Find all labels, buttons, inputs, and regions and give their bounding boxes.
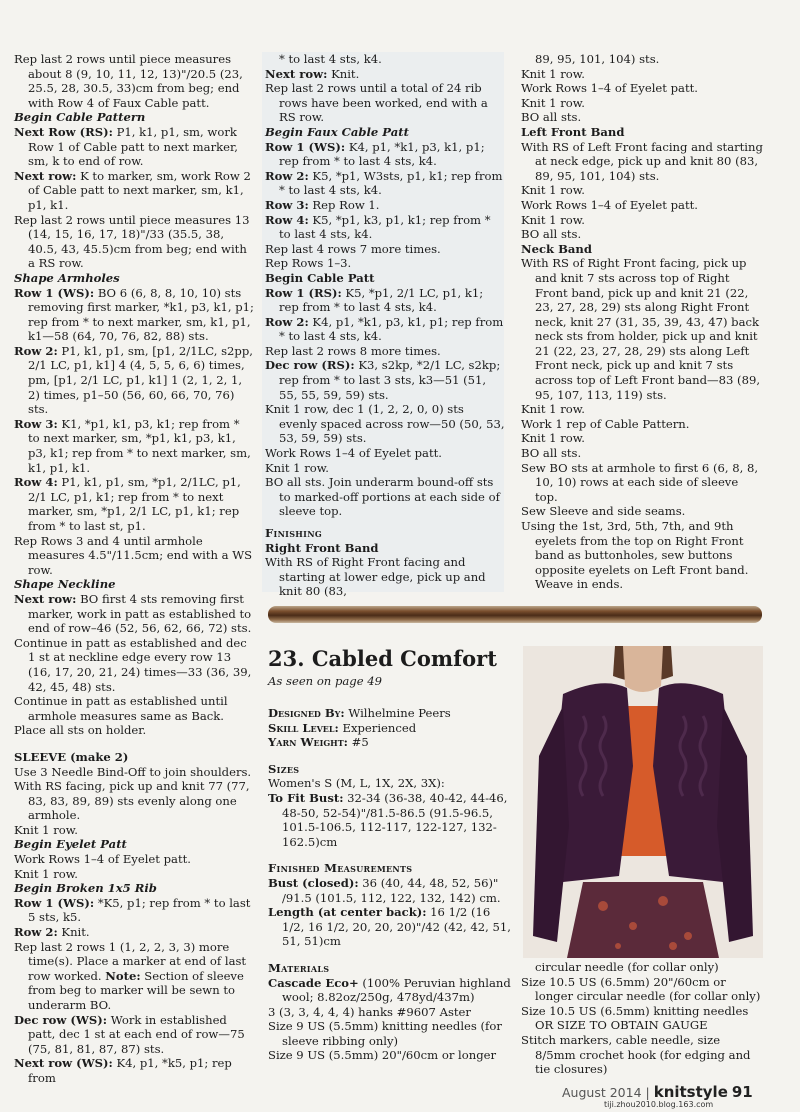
paragraph: With RS facing, pick up and knit 77 (77, 83, 83, 89, 89) sts evenly along one armhole. (14, 779, 250, 823)
row-text: K1, *p1, k1, p3, k1; rep from * to next marker, sm, *p1, k1, p3, k1, p3, k1; rep from * to next marker, sm, k1, p1, k1. (28, 416, 251, 475)
paragraph: Work Rows 1–4 of Eyelet patt. (14, 852, 191, 867)
paragraph: Knit 1 row. (521, 66, 585, 81)
magazine-brand: knitstyle (653, 1083, 728, 1101)
field-value: Experienced (338, 720, 417, 735)
field-value: 16 1/2 (16 1/2, 16 1/2, 20, 20, 20)"/42 (42, 42, 51, 51, 51)cm (282, 905, 511, 949)
paragraph: Knit 1 row. (14, 866, 78, 881)
instruction-row (265, 358, 505, 402)
instruction-row (14, 344, 254, 417)
paragraph: Knit 1 row. (521, 212, 585, 227)
row-text: Knit. (327, 66, 360, 81)
row-text: K to marker, sm, work Row 2 of Cable patt to next marker, sm, k1, p1, k1. (28, 168, 251, 212)
section-heading: Materials (268, 960, 330, 975)
section-heading: Begin Eyelet Patt (14, 837, 127, 852)
row-text: K4, p1, *k1, p3, k1, p1; rep from * to last 4 sts, k4. (279, 139, 485, 169)
field-value: 32-34 (36-38, 40-42, 44-46, 48-50, 52-54)"/81.5-86.5 (91.5-96.5, 101.5-106.5, 112-117, 122-127, 132-162.5)cm (282, 790, 508, 849)
paragraph: Sew BO sts at armhole to first 6 (6, 8, 8, 10, 10) rows at each side of sleeve top. (521, 460, 759, 504)
yarn-line (268, 976, 514, 1005)
paragraph: Work 1 rep of Cable Pattern. (521, 416, 690, 431)
paragraph: Work Rows 1–4 of Eyelet patt. (521, 197, 698, 212)
paragraph: Rep last 2 rows until piece measures about 8 (9, 10, 11, 12, 13)"/20.5 (23, 25.5, 28, 30.5, 33)cm from beg; end with Row 4 of Faux Cable patt. (14, 52, 243, 110)
cardigan-photo (523, 646, 763, 958)
pattern-title: 23. Cabled Comfort (268, 646, 497, 671)
row-text: BO 6 (6, 8, 8, 10, 10) sts removing first marker, *k1, p3, k1, p1; rep from * to next marker, sm, k1, p1, k1—58 (64, 70, 76, 82, 88) sts. (28, 285, 254, 344)
row-label: Dec row (WS): (14, 1012, 108, 1027)
field-value: #5 (347, 735, 369, 750)
row-label: Row 4: (14, 475, 58, 490)
row-label: Next row: (14, 168, 77, 183)
row-text: Rep Row 1. (308, 197, 380, 212)
instruction-row (265, 67, 505, 82)
column-1 (14, 52, 254, 1086)
watermark: tiji.zhou2010.blog.163.com (604, 1100, 714, 1109)
designer-line (268, 706, 514, 721)
field-label: Length (at center back): (268, 905, 427, 920)
paragraph: Rep last 2 rows until piece measures 13 (14, 15, 16, 17, 18)"/33 (35.5, 38, 40.5, 43, 45.5)cm from beg; end with a RS row. (14, 212, 250, 271)
weight-line (268, 735, 514, 750)
row-label: Next row: (265, 66, 328, 81)
row-label: Row 3: (265, 197, 309, 212)
paragraph: Using the 1st, 3rd, 5th, 7th, and 9th eyelets from the top on Right Front band as buttonholes, sew buttons opposite eyelets on Left Front band. (521, 519, 749, 577)
paragraph: Size 9 US (5.5mm) 20"/60cm or longer (268, 1048, 497, 1063)
paragraph: BO all sts. (521, 446, 582, 461)
paragraph: With RS of Right Front facing, pick up and knit 7 sts across top of Right Front band, pick up and knit 21 (22, 23, 27, 28, 29) sts along Right Front neck, knit 27 (31, 35, 39, 43, 47) back neck sts from holder, pick up and knit 21 (22, 23, 27, 28, 29) sts along Left Front neck, pick up and knit 7 sts across top of Left Front band—83 (89, 95, 107, 113, 119) sts. (521, 256, 761, 402)
paragraph: 89, 95, 101, 104) sts. (535, 52, 660, 66)
instruction-row (265, 198, 505, 213)
row-label: Row 1 (RS): (265, 285, 342, 300)
paragraph: Place all sts on holder. (14, 723, 147, 738)
row-text: K5, *p1, k3, p1, k1; rep from * to last 4 sts, k4. (279, 212, 491, 242)
instruction-row (14, 896, 254, 925)
section-heading: Begin Broken 1x5 Rib (14, 881, 157, 896)
paragraph-text: Rep last 2 rows 1 (1, 2, 2, 3, 3) more time(s). Place a marker at end of last row worked. (14, 939, 247, 983)
paragraph: Rep last 2 rows 8 more times. (265, 343, 441, 358)
page-footer (562, 1083, 762, 1101)
column-3 (521, 52, 763, 592)
pattern-details (268, 706, 514, 1063)
field-label: To Fit Bust: (268, 790, 344, 805)
field-label: Skill Level: (268, 720, 339, 735)
finished-bust-line (268, 876, 514, 905)
paragraph: Knit 1 row. (265, 460, 329, 475)
row-text: BO first 4 sts removing first marker, work in patt as established to end of row–46 (52, 56, 62, 66, 72) sts. (28, 591, 252, 636)
section-heading: Finished Measurements (268, 861, 413, 876)
paragraph: Knit 1 row. (521, 402, 585, 417)
row-label: Next row: (14, 591, 77, 606)
section-heading: Shape Armholes (14, 270, 120, 285)
materials-continued (521, 960, 763, 1077)
field-value: 36 (40, 44, 48, 52, 56)" /91.5 (101.5, 112, 122, 132, 142) cm. (282, 875, 501, 905)
field-label: Bust (closed): (268, 875, 359, 890)
instruction-row (14, 475, 254, 533)
paragraph: * to last 4 sts, k4. (279, 52, 382, 66)
paragraph: BO all sts. Join underarm bound-off sts to marked-off portions at each side of sleeve top. (265, 475, 500, 519)
paragraph: Work Rows 1–4 of Eyelet patt. (265, 446, 442, 461)
row-label: Next Row (RS): (14, 124, 113, 139)
instruction-row (14, 592, 254, 636)
field-label: Cascade Eco+ (268, 975, 359, 990)
paragraph: Stitch markers, cable needle, size 8/5mm crochet hook (for edging and tie closures) (521, 1032, 751, 1077)
paragraph: Rep Rows 1–3. (265, 256, 352, 271)
paragraph: Knit 1 row. (521, 95, 585, 110)
paragraph: Rep last 4 rows 7 more times. (265, 241, 441, 256)
paragraph: With RS of Right Front facing and starting at lower edge, pick up and knit 80 (83, (265, 555, 486, 599)
instruction-row (14, 417, 254, 475)
field-value: (100% Peruvian highland wool; 8.82oz/250g, 478yd/437m) (282, 975, 511, 1005)
row-label: Row 2: (265, 168, 309, 183)
paragraph: Sew Sleeve and side seams. (521, 504, 686, 519)
yarn-divider (268, 606, 762, 623)
field-label: Designed By: (268, 706, 345, 720)
paragraph: Continue in patt as established and dec 1 st at neckline edge every row 13 (16, 17, 20, 21, 24) times—33 (36, 39, 42, 45, 48) sts. (14, 635, 252, 694)
row-text: K4, p1, *k1, p3, k1, p1; rep from * to last 4 sts, k4. (279, 314, 504, 344)
section-heading: Begin Cable Patt (265, 270, 375, 285)
paragraph: 3 (3, 3, 4, 4, 4) hanks #9607 Aster (268, 1004, 471, 1019)
field-label: Yarn Weight: (268, 735, 348, 750)
field-value: Wilhelmine Peers (344, 706, 451, 720)
pattern-subtitle: As seen on page 49 (268, 674, 383, 688)
instruction-row (14, 1013, 254, 1057)
row-label: Row 1 (WS): (14, 895, 95, 910)
footer-separator: | (645, 1085, 650, 1100)
section-heading: Begin Cable Pattern (14, 110, 146, 125)
row-label: Row 2: (14, 343, 58, 358)
paragraph: Size 10.5 US (6.5mm) 20"/60cm or longer circular needle (for collar only) (521, 974, 761, 1004)
section-heading: Shape Neckline (14, 577, 116, 592)
row-label: Row 1 (WS): (265, 139, 346, 154)
instruction-row (265, 140, 505, 169)
row-label: Row 2: (265, 314, 309, 329)
paragraph: Weave in ends. (535, 577, 624, 592)
row-text: Knit. (57, 925, 90, 940)
instruction-row (14, 286, 254, 344)
paragraph: Size 9 US (5.5mm) knitting needles (for sleeve ribbing only) (268, 1019, 502, 1048)
row-text: P1, k1, p1, sm, *p1, 2/1LC, p1, 2/1 LC, p1, k1; rep from * to next marker, sm, *p1, 2/1 LC, p1, k1; rep from * to last st, p1. (28, 475, 241, 533)
paragraph: Knit 1 row, dec 1 (1, 2, 2, 0, 0) sts evenly spaced across row—50 (50, 53, 53, 59, 59) sts. (265, 402, 505, 446)
row-text: P1, k1, p1, sm, work Row 1 of Cable patt to next marker, sm, k to end of row. (28, 124, 238, 169)
paragraph (14, 940, 254, 1013)
skill-line (268, 721, 514, 736)
paragraph: circular needle (for collar only) (535, 960, 719, 974)
instruction-row (14, 125, 254, 169)
paragraph: Rep last 2 rows until a total of 24 rib rows have been worked, end with a RS row. (265, 81, 488, 125)
row-text: K3, s2kp, *2/1 LC, s2kp; rep from * to last 3 sts, k3—51 (51, 55, 55, 59, 59) sts. (279, 358, 501, 402)
paragraph: Size 10.5 US (6.5mm) knitting needles OR SIZE TO OBTAIN GAUGE (521, 1003, 749, 1033)
row-text: K5, *p1, W3sts, p1, k1; rep from * to last 4 sts, k4. (279, 168, 503, 198)
paragraph: Knit 1 row. (521, 183, 585, 198)
note-label: Note: (105, 968, 141, 983)
paragraph-text: Section of sleeve from beg to marker will be sewn to underarm BO. (28, 968, 244, 1012)
instruction-row (265, 169, 505, 198)
row-text: K5, *p1, 2/1 LC, p1, k1; rep from * to last 4 sts, k4. (279, 285, 484, 315)
row-text: K4, p1, *k5, p1; rep from (28, 1056, 232, 1085)
instruction-row (14, 925, 254, 940)
cardigan-illustration (523, 646, 763, 958)
section-heading: Left Front Band (521, 124, 625, 139)
section-heading: Finishing (265, 526, 322, 540)
instruction-row (265, 213, 505, 242)
row-text: Work in established patt, dec 1 st at each end of row—75 (75, 81, 81, 87, 87) sts. (28, 1012, 245, 1056)
paragraph: Use 3 Needle Bind-Off to join shoulders. (14, 764, 252, 779)
instruction-row (14, 169, 254, 213)
issue-date: August 2014 (562, 1085, 642, 1100)
row-label: Row 1 (WS): (14, 285, 95, 300)
row-text: P1, k1, p1, sm, [p1, 2/1LC, s2pp, 2/1 LC, p1, k1] 4 (4, 5, 5, 6, 6) times, pm, [p1, 2/1 LC, p1, k1] 1 (2, 1, 2, 1, 2) times, p1–50 (56, 60, 66, 70, 76) sts. (28, 343, 253, 417)
paragraph: Knit 1 row. (521, 431, 585, 446)
paragraph: BO all sts. (521, 227, 582, 242)
section-heading: SLEEVE (make 2) (14, 749, 129, 764)
length-line (268, 905, 514, 949)
instruction-row (265, 315, 505, 344)
row-text: *K5, p1; rep from * to last 5 sts, k5. (28, 895, 251, 925)
column-2 (265, 52, 505, 599)
row-label: Row 4: (265, 212, 309, 227)
paragraph: Rep Rows 3 and 4 until armhole measures 4.5"/11.5cm; end with a WS row. (14, 533, 253, 577)
instruction-row (265, 286, 505, 315)
section-heading: Sizes (268, 761, 300, 776)
section-heading: Right Front Band (265, 540, 379, 555)
row-label: Next row (WS): (14, 1056, 113, 1071)
paragraph: BO all sts. (521, 110, 582, 125)
section-heading: Neck Band (521, 241, 592, 256)
paragraph: Work Rows 1–4 of Eyelet patt. (521, 81, 698, 96)
paragraph: With RS of Left Front facing and starting at neck edge, pick up and knit 80 (83, 89, 95, 101, 104) sts. (521, 139, 763, 183)
section-heading: Begin Faux Cable Patt (265, 124, 409, 139)
row-label: Row 2: (14, 925, 58, 940)
row-label: Row 3: (14, 416, 58, 431)
paragraph: Women's S (M, L, 1X, 2X, 3X): (268, 776, 445, 791)
paragraph: Continue in patt as established until armhole measures same as Back. (14, 694, 228, 723)
row-label: Dec row (RS): (265, 358, 355, 373)
page-number: 91 (731, 1083, 753, 1101)
paragraph: Knit 1 row. (14, 822, 78, 837)
bust-line (268, 791, 514, 849)
instruction-row (14, 1056, 254, 1085)
